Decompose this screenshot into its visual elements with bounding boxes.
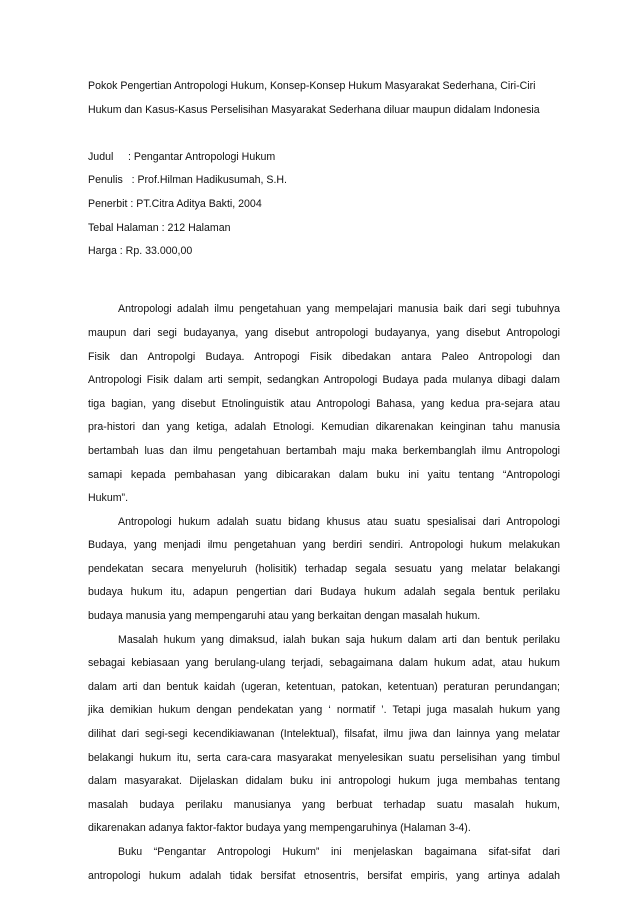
paragraph-line: dikarenakan adanya faktor-faktor budaya yang mempengaruhinya (Halaman 3-4). — [88, 822, 471, 835]
paragraph-line: Budaya, yang menjadi ilmu pengetahuan yang berdiri sendiri. Antropologi hukum melakukan — [88, 539, 560, 552]
paragraph — [88, 298, 560, 510]
paragraph-line: maupun dari segi budayanya, yang disebut antropologi budayanya, yang disebut Antropologi — [88, 326, 560, 339]
paragraph-line: Fisik dan Antropolgi Budaya. Antropogi Fisik dibedakan antara Paleo Antropologi dan — [88, 350, 560, 363]
meta-judul — [88, 146, 560, 170]
paragraph — [88, 511, 560, 629]
paragraph-line: belakangi hukum itu, serta cara-cara masyarakat menyelesikan suatu perselisihan yang timbul — [88, 751, 560, 764]
book-metadata — [88, 146, 560, 264]
paragraph-line: masalah budaya perilaku manusianya yang berbuat terhadap suatu masalah hukum, — [88, 798, 560, 811]
paragraph — [88, 841, 560, 888]
document-title — [88, 75, 560, 122]
paragraph-line: dalam masyarakat. Dijelaskan didalam buku ini antropologi hukum juga membahas tentang — [88, 775, 560, 788]
paragraph-line: budaya manusia yang mempengaruhi atau yang berkaitan dengan masalah hukum. — [88, 610, 481, 623]
paragraph-line: sebagai kebiasaan yang berulang-ulang terjadi, sebagaimana dalam hukum adat, atau hukum — [88, 657, 560, 670]
meta-penulis: Penulis : Prof.Hilman Hadikusumah, S.H. — [88, 174, 288, 187]
meta-tebal: Tebal Halaman : 212 Halaman — [88, 221, 231, 234]
paragraph-line: Hukum”. — [88, 492, 129, 505]
meta-judul-key: Judul — [88, 150, 114, 163]
meta-penerbit: Penerbit : PT.Citra Aditya Bakti, 2004 — [88, 197, 262, 210]
paragraph-line: Antropologi adalah ilmu pengetahuan yang mempelajari manusia baik dari segi tubuhnya — [118, 303, 560, 316]
paragraph-line: Antropologi hukum adalah suatu bidang khusus atau suatu spesialisai dari Antropologi — [118, 515, 560, 528]
title-line-1: Pokok Pengertian Antropologi Hukum, Konsep-Konsep Hukum Masyarakat Sederhana, Ciri-Ciri — [88, 80, 536, 92]
meta-judul-value: : Pengantar Antropologi Hukum — [128, 150, 276, 163]
paragraph-line: pendekatan secara menyeluruh (holisitik) terhadap segala sesuatu yang melatar belakangi — [88, 562, 560, 575]
paragraph-line: dilihat dari segi-segi kecendikiawanan (Intelektual), filsafat, ilmu jiwa dan lainnya yang melatar — [88, 728, 560, 741]
paragraph-line: Masalah hukum yang dimaksud, ialah bukan saja hukum dalam arti dan bentuk perilaku — [118, 633, 560, 646]
paragraph-line: Buku “Pengantar Antropologi Hukum” ini menjelaskan bagaimana sifat-sifat dari — [118, 846, 560, 858]
paragraph-line: Antropologi Fisik dalam arti sempit, sedangkan Antropologi Budaya pada mulanya dibagi dalam — [88, 374, 560, 387]
paragraph-line: pra-histori dan yang ketiga, adalah Etnologi. Kemudian dikarenakan keinginan tahu manusia — [88, 421, 560, 434]
paragraph-line: dalam arti dan bentuk kaidah (ugeran, ketentuan, patokan, ketentuan) peraturan perundangan; — [88, 680, 560, 693]
paragraph-line: bertambah luas dan ilmu pengetahuan bertambah maju maka berkembanglah ilmu Antropologi — [88, 444, 560, 457]
paragraph-line: tiga bagian, yang disebut Etnolinguistik atau Antropologi Bahasa, yang kedua pra-sejara atau — [88, 397, 560, 410]
paragraph-line: samapi kepada pembahasan yang dibicarakan dalam buku ini yaitu tentang “Antropologi — [88, 468, 560, 481]
paragraph-line: jika demikian hukum dengan pendekatan yang ‘ normatif ’. Tetapi juga masalah hukum yang — [88, 704, 560, 717]
title-line-2: Hukum dan Kasus-Kasus Perselisihan Masyarakat Sederhana diluar maupun didalam Indonesia — [88, 103, 540, 116]
meta-harga: Harga : Rp. 33.000,00 — [88, 245, 193, 258]
body-text — [88, 298, 560, 888]
paragraph-line: antropologi hukum adalah tidak bersifat etnosentris, bersifat empiris, yang artinya adalah — [88, 869, 560, 882]
paragraph — [88, 629, 560, 841]
paragraph-line: budaya hukum itu, adapun pengertian dari Budaya hukum adalah segala bentuk perilaku — [88, 586, 560, 599]
